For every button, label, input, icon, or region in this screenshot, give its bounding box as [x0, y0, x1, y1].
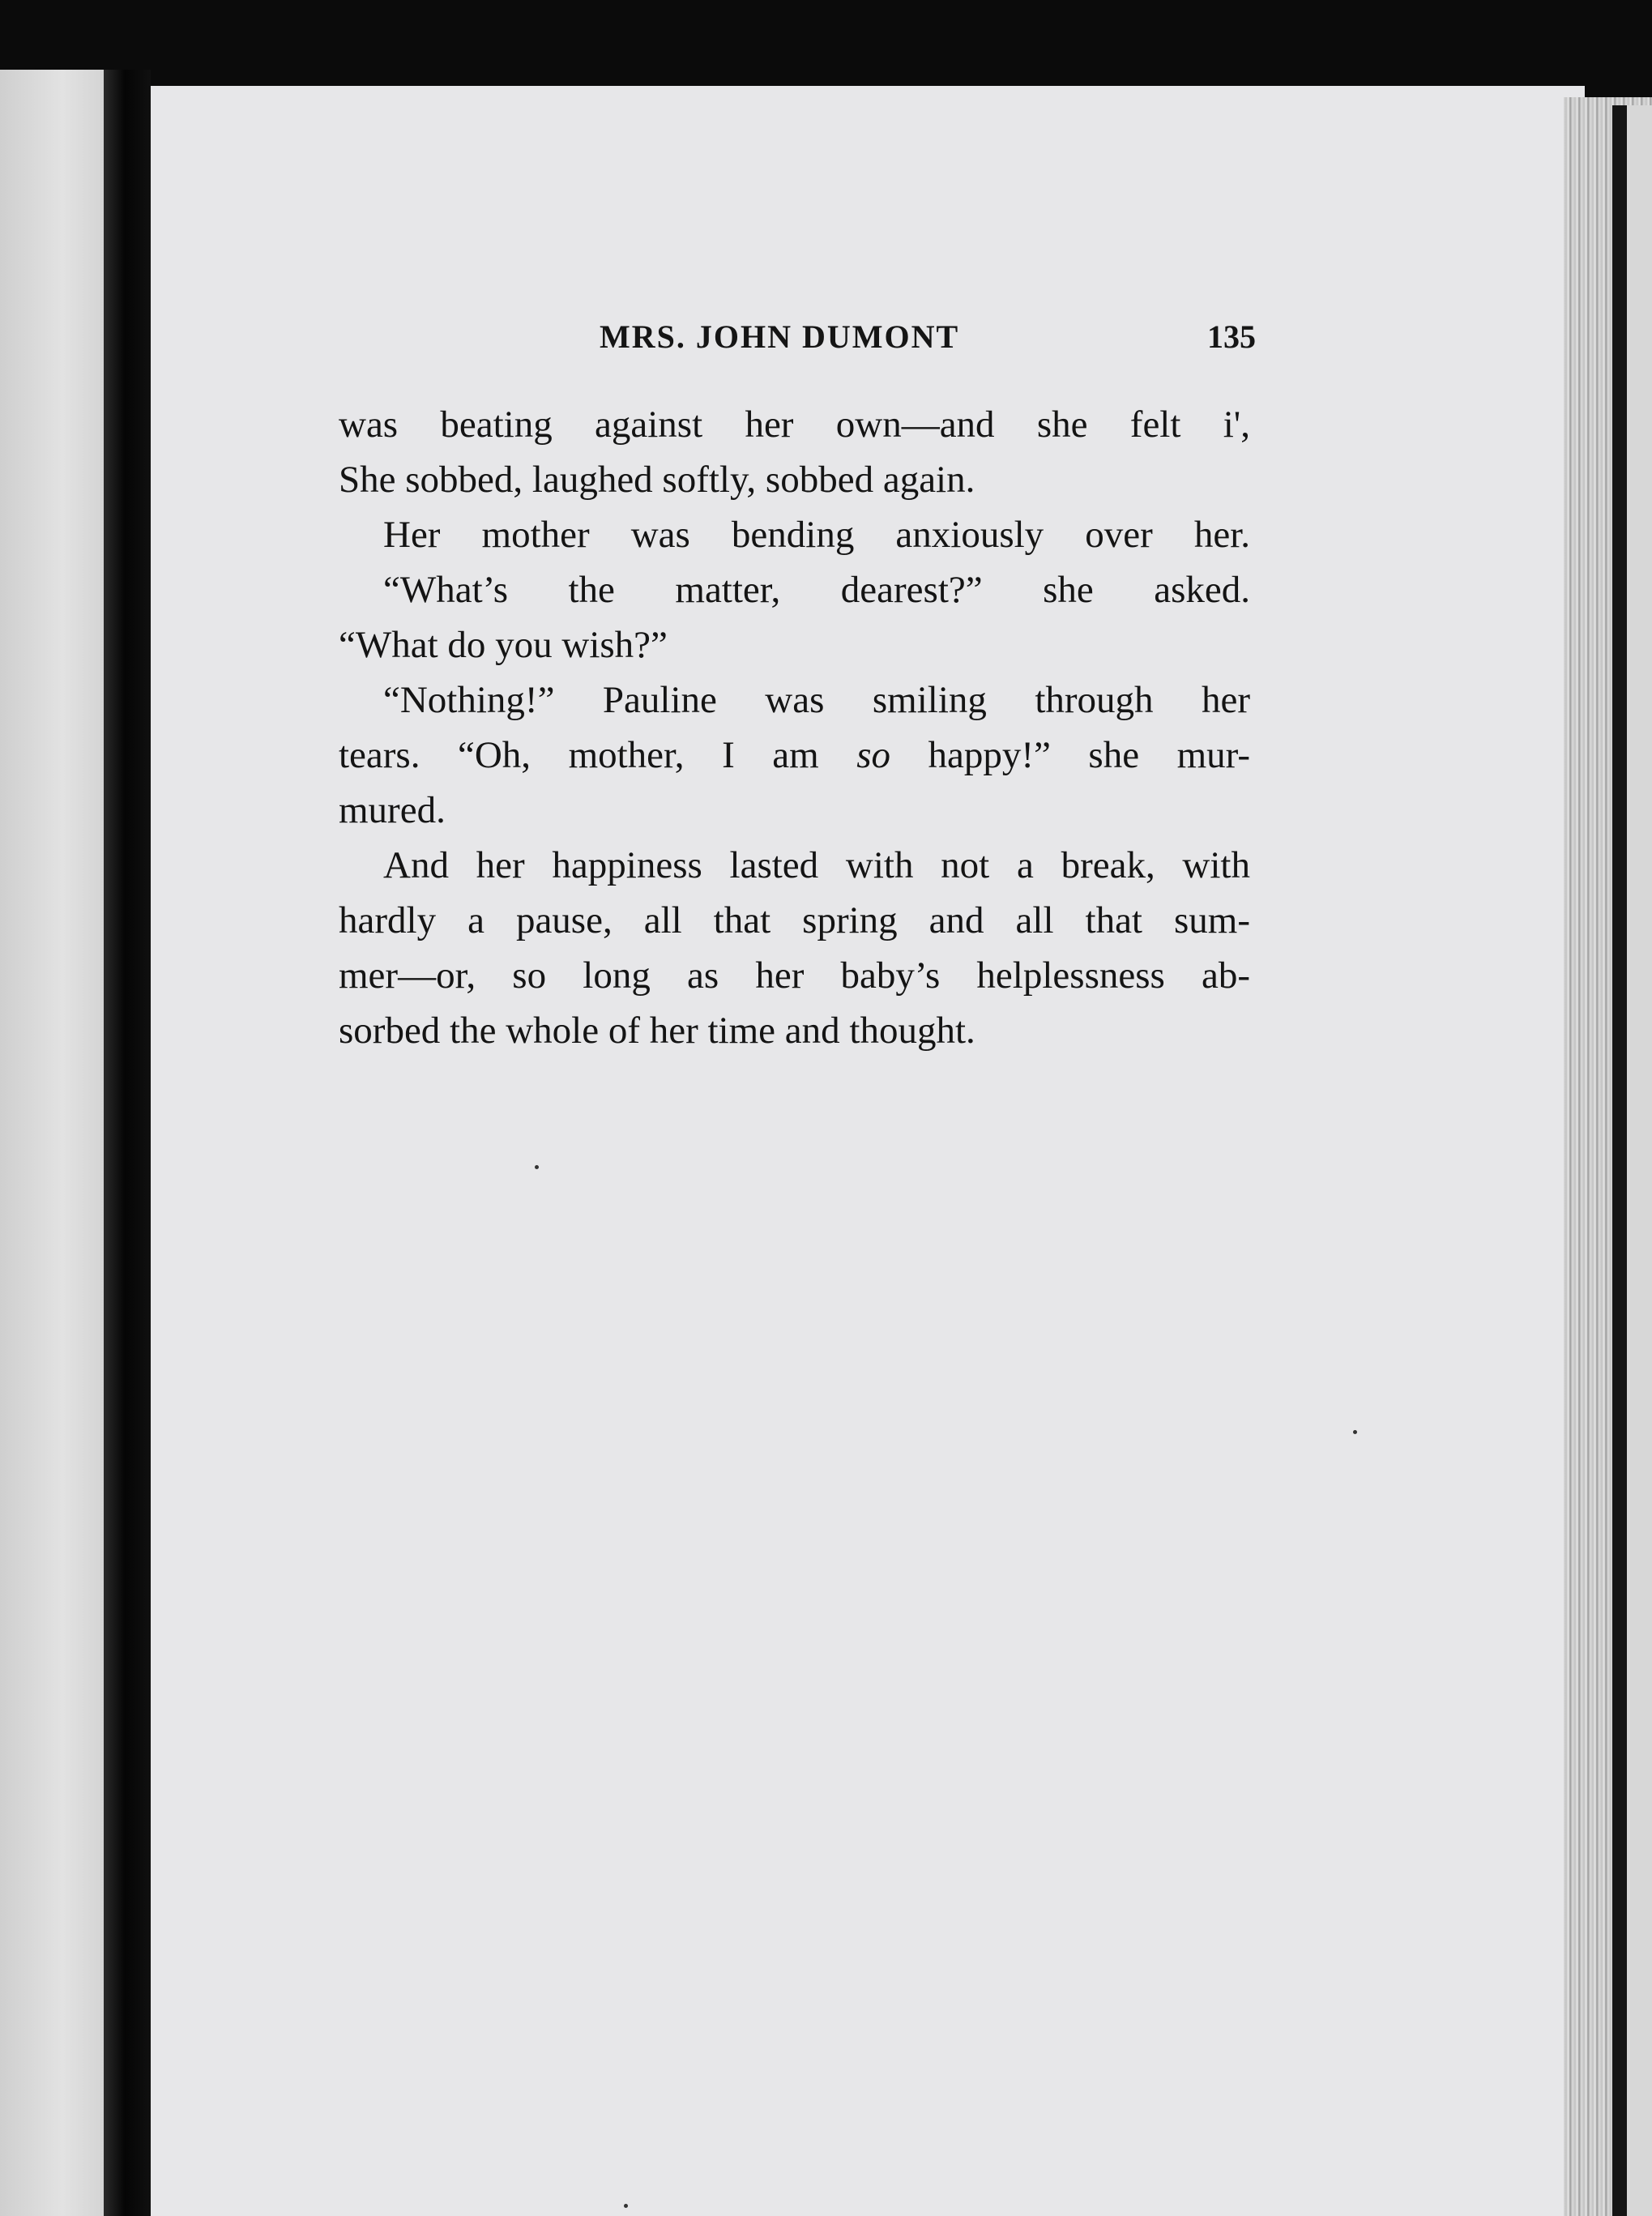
text-line: Her mother was bending anxiously over her. — [383, 514, 1250, 556]
fore-edge-outer — [1627, 105, 1652, 2216]
page-number: 135 — [1207, 318, 1256, 355]
text-line: sorbed the whole of her time and thought. — [339, 1010, 975, 1052]
text-line: “What do you wish?” — [339, 624, 668, 666]
running-head-title: MRS. JOHN DUMONT — [600, 318, 960, 355]
speck — [535, 1165, 539, 1169]
text-line: was beating against her own—and she felt i', — [339, 403, 1250, 446]
text-line — [339, 728, 1250, 783]
text-line: “What’s the matter, dearest?” she asked. — [383, 569, 1250, 611]
text-line: mer—or, so long as her baby’s helplessness ab- — [339, 954, 1250, 997]
body-text — [339, 397, 1250, 1058]
fore-edge-shadow — [1612, 105, 1627, 2216]
text-line: She sobbed, laughed softly, sobbed again. — [339, 459, 975, 501]
text-line: hardly a pause, all that spring and all that sum- — [339, 899, 1250, 941]
text-segment: tears. “Oh, mother, I am — [339, 734, 857, 776]
text-line: And her happiness lasted with not a break, with — [383, 844, 1250, 886]
facing-page-edge — [0, 70, 104, 2216]
text-line: “Nothing!” Pauline was smiling through her — [383, 679, 1250, 721]
text-line: mured. — [339, 789, 446, 831]
italic-text: so — [856, 734, 890, 776]
speck — [624, 2204, 628, 2208]
book-gutter — [104, 70, 151, 2216]
speck — [1353, 1430, 1357, 1434]
running-head — [600, 318, 1256, 366]
text-segment: happy!” she mur- — [890, 734, 1251, 776]
